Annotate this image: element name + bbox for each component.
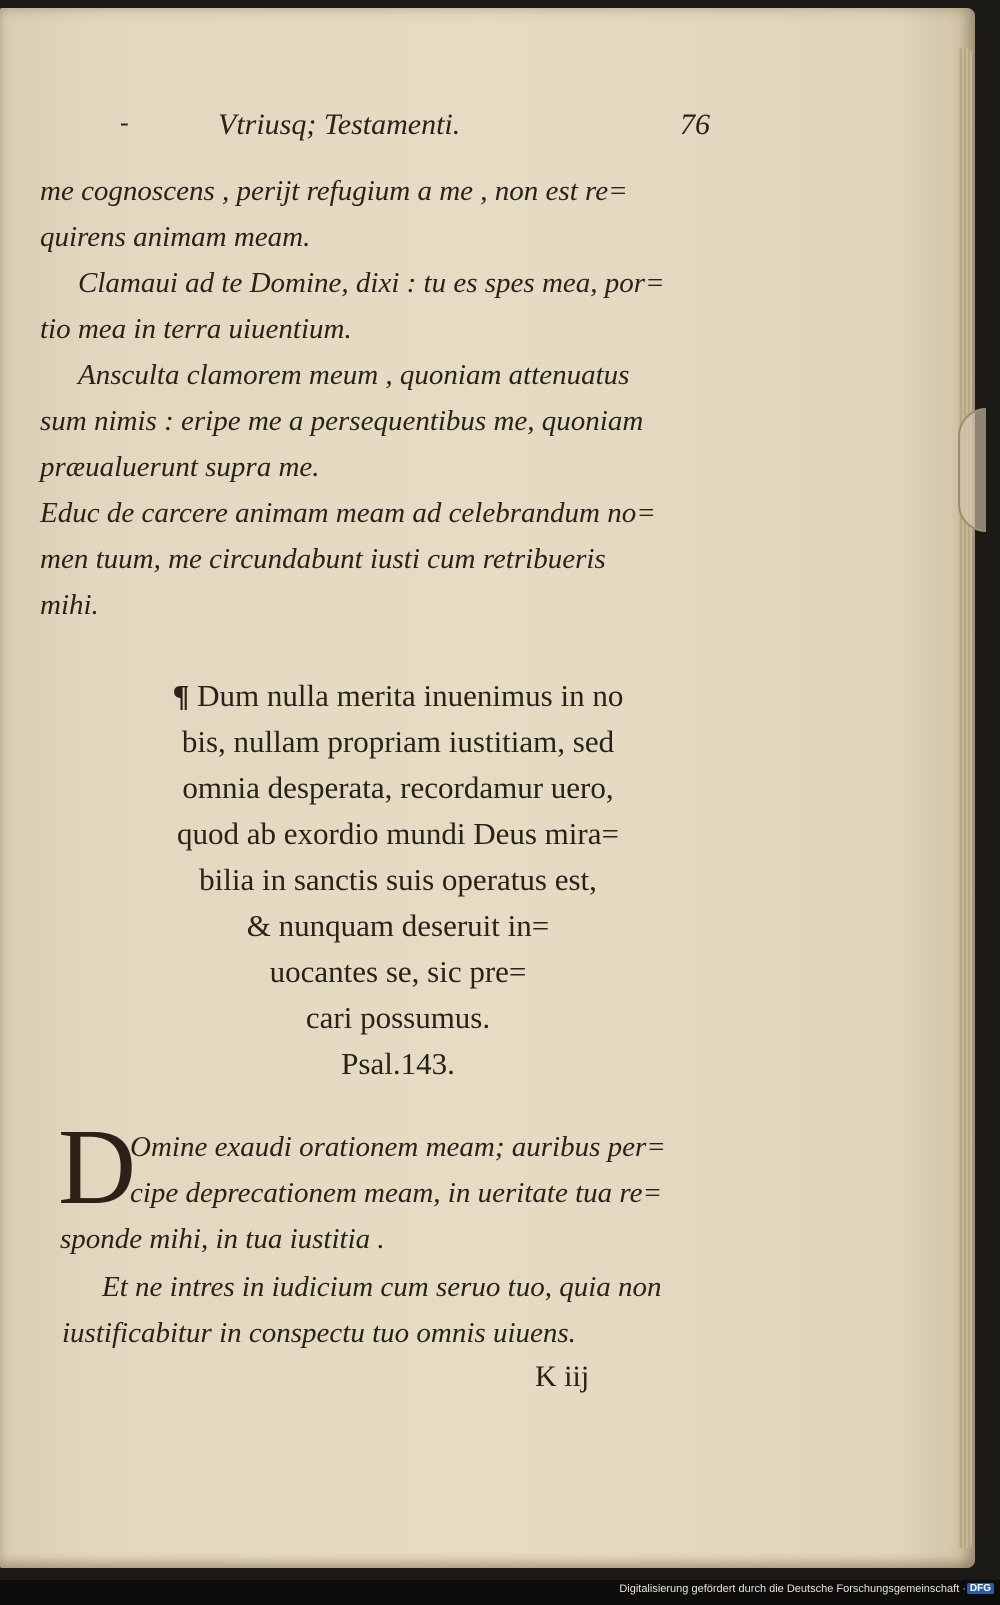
book-page — [0, 8, 975, 1568]
signature-mark: K iij — [535, 1360, 590, 1393]
psalm-verse-1 — [130, 1124, 750, 1216]
funding-credit: Digitalisierung gefördert durch die Deutsche Forschungsgemeinschaft · — [619, 1583, 966, 1595]
psalm-verse-2 — [40, 1264, 740, 1356]
text-line: cipe deprecationem meam, in ueritate tua re= — [130, 1177, 663, 1209]
running-title: Vtriusq; Testamenti. — [218, 108, 461, 141]
drop-capital: D — [58, 1108, 136, 1227]
text-line: omnia desperata, recordamur uero, — [182, 770, 614, 805]
verse-block-3 — [40, 352, 740, 490]
page-clip — [958, 408, 986, 532]
header-dash: - — [120, 108, 129, 137]
running-header — [110, 108, 730, 148]
text-line: ¶ Dum nulla merita inuenimus in no — [172, 678, 624, 713]
verse-block-4 — [40, 490, 740, 628]
text-line: Clamaui ad te Domine, dixi : tu es spes mea, por= — [78, 267, 665, 299]
psalm-reference: Psal.143. — [341, 1046, 455, 1081]
verse-block-1 — [40, 168, 740, 260]
text-line: tio mea in terra uiuentium. — [40, 313, 352, 345]
text-line: bis, nullam propriam iustitiam, sed — [181, 724, 615, 759]
folio-number: 76 — [680, 108, 710, 141]
text-line: cari possumus. — [305, 1000, 491, 1035]
text-line: Educ de carcere animam meam ad celebrandum no= — [40, 497, 656, 529]
prayer-introduction — [88, 673, 708, 1087]
page-edges — [958, 48, 972, 1548]
text-line: sponde mihi, in tua iustitia . — [60, 1223, 385, 1255]
text-line: uocantes se, sic pre= — [269, 954, 527, 989]
text-line: præualuerunt supra me. — [40, 451, 320, 483]
text-line: quod ab exordio mundi Deus mira= — [177, 816, 619, 851]
text-line: Omine exaudi orationem meam; auribus per= — [130, 1131, 666, 1163]
footer-bar — [0, 1580, 1000, 1605]
text-line: mihi. — [40, 589, 99, 621]
text-line: & nunquam deseruit in= — [246, 908, 550, 943]
psalm-verse-1-end — [40, 1216, 740, 1262]
text-line: quirens animam meam. — [40, 221, 311, 253]
text-line: Ansculta clamorem meum , quoniam attenuatus — [78, 359, 630, 391]
text-line: men tuum, me circundabunt iusti cum retribueris — [40, 543, 606, 575]
verse-block-2 — [40, 260, 740, 352]
text-line: iustificabitur in conspectu tuo omnis uiuens. — [62, 1317, 576, 1349]
pilcrow-mark: ¶ — [172, 678, 190, 713]
text-line: me cognoscens , perijt refugium a me , non est re= — [40, 175, 628, 207]
dfg-logo-icon: DFG — [967, 1583, 994, 1594]
text-line: sum nimis : eripe me a persequentibus me, quoniam — [40, 405, 644, 437]
text-line: Et ne intres in iudicium cum seruo tuo, quia non — [102, 1271, 662, 1303]
text-line: bilia in sanctis suis operatus est, — [199, 862, 597, 897]
